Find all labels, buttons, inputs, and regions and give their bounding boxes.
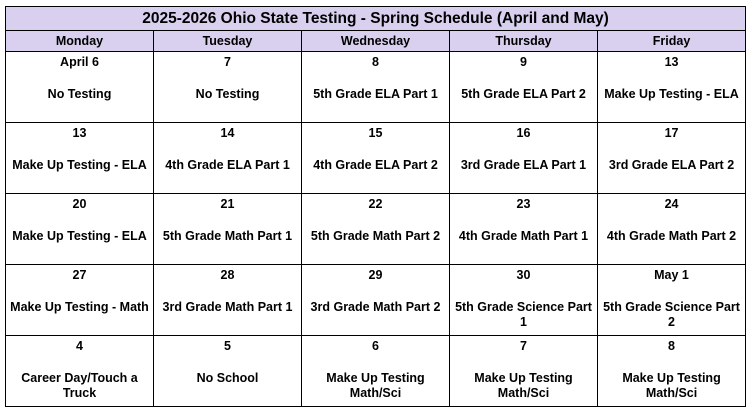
week-row bbox=[6, 336, 746, 407]
day-cell bbox=[6, 265, 154, 336]
date-number: 23 bbox=[516, 197, 531, 211]
testing-event: Make Up Testing - ELA bbox=[12, 158, 147, 172]
day-cell bbox=[154, 265, 302, 336]
day-cell bbox=[598, 194, 746, 265]
date-number: 14 bbox=[220, 126, 235, 140]
day-cell bbox=[154, 194, 302, 265]
testing-event: Make Up Testing Math/Sci bbox=[474, 371, 573, 400]
date-number: 29 bbox=[368, 268, 383, 282]
day-cell bbox=[450, 265, 598, 336]
testing-event: 5th Grade ELA Part 1 bbox=[313, 87, 438, 101]
date-number: 6 bbox=[372, 339, 379, 353]
date-number: 13 bbox=[664, 55, 679, 69]
testing-event: 4th Grade Math Part 1 bbox=[458, 229, 589, 243]
testing-event: 5th Grade Math Part 1 bbox=[162, 229, 293, 243]
date-number: 15 bbox=[368, 126, 383, 140]
testing-event: 4th Grade Math Part 2 bbox=[606, 229, 737, 243]
testing-event: 5th Grade Science Part 1 bbox=[455, 300, 592, 329]
testing-event: Make Up Testing - ELA bbox=[604, 87, 739, 101]
testing-event: 5th Grade ELA Part 2 bbox=[461, 87, 586, 101]
testing-event: 3rd Grade Math Part 2 bbox=[310, 300, 441, 314]
schedule-title: 2025-2026 Ohio State Testing - Spring Schedule (April and May) bbox=[6, 7, 746, 31]
weekday-header: Tuesday bbox=[154, 31, 302, 52]
day-cell bbox=[154, 123, 302, 194]
date-number: 8 bbox=[372, 55, 379, 69]
testing-event: No School bbox=[196, 371, 259, 385]
testing-event: 3rd Grade ELA Part 2 bbox=[608, 158, 735, 172]
date-number: 5 bbox=[224, 339, 231, 353]
date-number: 24 bbox=[664, 197, 679, 211]
date-number: 13 bbox=[72, 126, 87, 140]
date-number: May 1 bbox=[654, 268, 689, 282]
testing-event: Career Day/Touch a Truck bbox=[21, 371, 138, 400]
day-cell bbox=[598, 336, 746, 407]
date-number: 16 bbox=[516, 126, 531, 140]
testing-event: Make Up Testing - ELA bbox=[12, 229, 147, 243]
day-cell bbox=[598, 123, 746, 194]
weekday-header: Thursday bbox=[450, 31, 598, 52]
testing-event: 4th Grade ELA Part 2 bbox=[313, 158, 438, 172]
day-cell bbox=[302, 336, 450, 407]
weekday-header-row bbox=[6, 31, 746, 52]
testing-event: 5th Grade Math Part 2 bbox=[310, 229, 441, 243]
date-number: 7 bbox=[224, 55, 231, 69]
day-cell bbox=[6, 123, 154, 194]
day-cell bbox=[450, 194, 598, 265]
weekday-header: Wednesday bbox=[302, 31, 450, 52]
date-number: 20 bbox=[72, 197, 87, 211]
day-cell bbox=[6, 336, 154, 407]
day-cell bbox=[598, 265, 746, 336]
day-cell bbox=[154, 336, 302, 407]
day-cell bbox=[6, 52, 154, 123]
schedule-table bbox=[5, 6, 746, 407]
testing-event: 3rd Grade ELA Part 1 bbox=[460, 158, 587, 172]
day-cell bbox=[302, 265, 450, 336]
day-cell bbox=[302, 194, 450, 265]
testing-event: 3rd Grade Math Part 1 bbox=[162, 300, 293, 314]
date-number: 4 bbox=[76, 339, 83, 353]
day-cell bbox=[450, 336, 598, 407]
weekday-header: Friday bbox=[598, 31, 746, 52]
date-number: 28 bbox=[220, 268, 235, 282]
week-row bbox=[6, 123, 746, 194]
date-number: 7 bbox=[520, 339, 527, 353]
testing-event: Make Up Testing Math/Sci bbox=[326, 371, 425, 400]
day-cell bbox=[154, 52, 302, 123]
testing-event: 4th Grade ELA Part 1 bbox=[165, 158, 290, 172]
testing-event: Make Up Testing Math/Sci bbox=[622, 371, 721, 400]
day-cell bbox=[302, 123, 450, 194]
date-number: 8 bbox=[668, 339, 675, 353]
day-cell bbox=[598, 52, 746, 123]
date-number: 30 bbox=[516, 268, 531, 282]
testing-event: Make Up Testing - Math bbox=[10, 300, 149, 314]
day-cell bbox=[450, 52, 598, 123]
week-row bbox=[6, 194, 746, 265]
date-number: 21 bbox=[220, 197, 235, 211]
testing-event: No Testing bbox=[47, 87, 112, 101]
date-number: April 6 bbox=[60, 55, 99, 69]
date-number: 9 bbox=[520, 55, 527, 69]
day-cell bbox=[302, 52, 450, 123]
weekday-header: Monday bbox=[6, 31, 154, 52]
day-cell bbox=[6, 194, 154, 265]
date-number: 17 bbox=[664, 126, 679, 140]
week-row bbox=[6, 265, 746, 336]
day-cell bbox=[450, 123, 598, 194]
week-row bbox=[6, 52, 746, 123]
testing-event: No Testing bbox=[195, 87, 260, 101]
date-number: 27 bbox=[72, 268, 87, 282]
testing-event: 5th Grade Science Part 2 bbox=[603, 300, 740, 329]
date-number: 22 bbox=[368, 197, 383, 211]
